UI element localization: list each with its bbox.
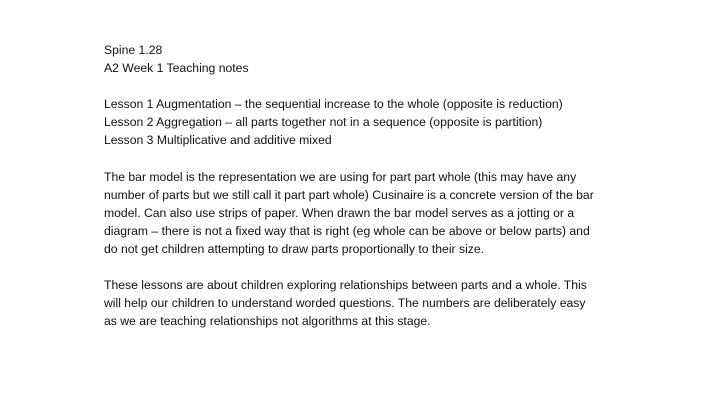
paragraph-1-line: The bar model is the representation we are using for part part whole (this may have any — [104, 169, 577, 184]
paragraph-1-line: diagram – there is not a fixed way that is right (eg whole can be above or below parts) and — [104, 223, 590, 238]
paragraph-1-line: model. Can also use strips of paper. When drawn the bar model serves as a jotting or a — [104, 205, 575, 220]
lesson-3-line: Lesson 3 Multiplicative and additive mixed — [104, 133, 332, 148]
lesson-2-line: Lesson 2 Aggregation – all parts together not in a sequence (opposite is partition) — [104, 115, 543, 130]
spacer — [104, 77, 624, 95]
paragraph-1-line: number of parts but we still call it part part whole) Cusinaire is a concrete version of the bar — [104, 187, 594, 202]
title-line: Spine 1.28 — [104, 43, 163, 57]
spacer — [104, 258, 624, 276]
paragraph-2-line: as we are teaching relationships not algorithms at this stage. — [104, 314, 431, 329]
slide-text-body — [104, 41, 624, 331]
subtitle-line: A2 Week 1 Teaching notes — [104, 61, 249, 76]
paragraph-1-line: do not get children attempting to draw parts proportionally to their size. — [104, 242, 485, 257]
spacer — [104, 150, 624, 168]
lesson-1-line: Lesson 1 Augmentation – the sequential increase to the whole (opposite is reduction) — [104, 97, 563, 112]
paragraph-2-line: These lessons are about children exploring relationships between parts and a whole. This — [104, 278, 587, 293]
paragraph-2-line: will help our children to understand worded questions. The numbers are deliberately easy — [104, 296, 586, 311]
